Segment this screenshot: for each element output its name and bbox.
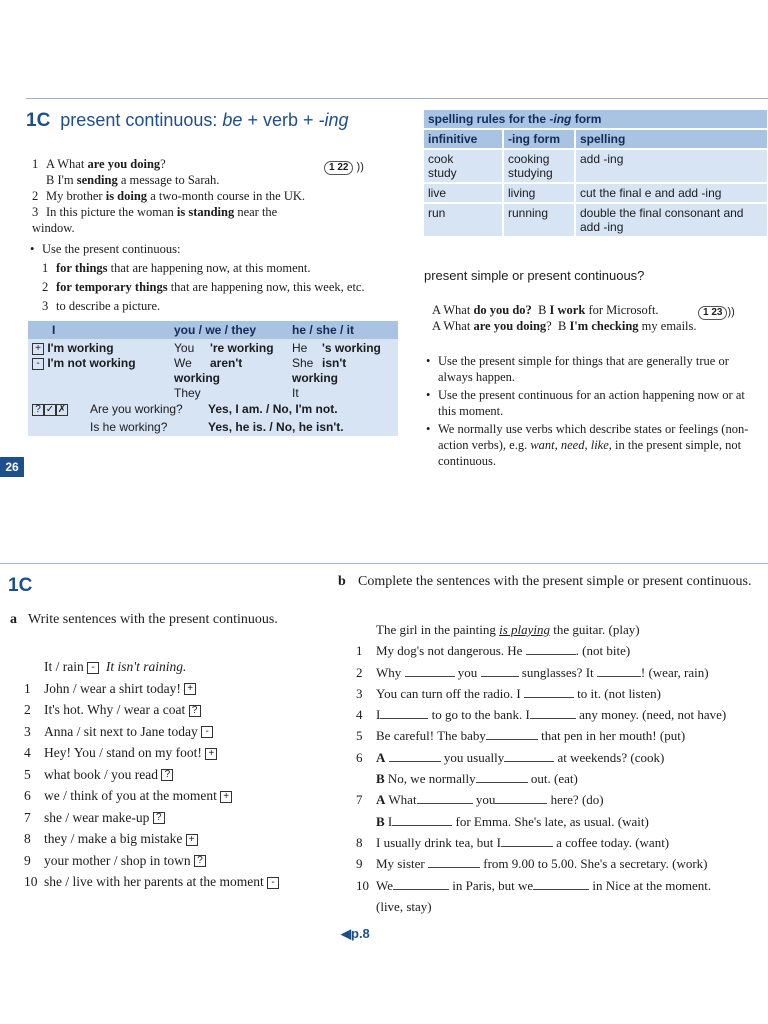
page-number: 26 [0, 457, 24, 477]
exercise-a-item: 8 they / make a big mistake + [24, 828, 324, 850]
ps-rules [424, 353, 764, 469]
example-1a: 1 A What are you doing? [32, 157, 166, 171]
section-code: 1C [26, 110, 51, 131]
ps-title: present simple or present continuous? [424, 268, 645, 283]
answer-blank[interactable] [597, 665, 641, 677]
answer-blank[interactable] [530, 707, 576, 719]
usage-notes [28, 241, 398, 314]
spelling-row: live living cut the final e and add -ing [424, 183, 767, 203]
header-infinitive: infinitive [424, 129, 503, 149]
exercise-b-item-6: 6 A you usually at weekends? (cook) [356, 749, 665, 765]
exercise-a-item: 5 what book / you read ? [24, 764, 324, 786]
exercise-a-item: 7 she / wear make-up ? [24, 807, 324, 829]
header-spelling: spelling [575, 129, 767, 149]
exercise-b-item-5: 5 Be careful! The baby that pen in her mouth! (put) [356, 728, 686, 744]
exercise-b-instruction: b Complete the sentences with the present simple or present continuous. [338, 574, 752, 589]
exercise-b-item-2: 2 Why you sunglasses? It ! (wear, rain) [356, 664, 709, 680]
section-code-bottom: 1C [8, 575, 33, 596]
ps-example-2: A What are you doing? B I'm checking my emails. [432, 319, 697, 333]
answer-blank[interactable] [533, 878, 589, 890]
ps-example-1: A What do you do? B I work for Microsoft. [432, 303, 659, 317]
example-3: 3 In this picture the woman is standing near the window. [32, 205, 278, 235]
grammar-heading [26, 110, 349, 132]
question-sign-icon: ? [32, 404, 44, 416]
exercise-b-item-3: 3 You can turn off the radio. I to it. (not listen) [356, 685, 661, 701]
plus-sign-icon: + [186, 834, 198, 846]
answer-blank[interactable] [392, 814, 452, 826]
spelling-rules-table [424, 110, 767, 236]
arrow-icon: ◀ [341, 926, 351, 941]
answer-blank[interactable] [389, 750, 441, 762]
answer-blank[interactable] [428, 856, 480, 868]
ps-rule-3: • We normally use verbs which describe states or feelings (non-action verbs), e.g. want, need, like, in the present simple, not continuous. [424, 421, 764, 469]
ps-rule-1: • Use the present simple for things that are generally true or always happen. [424, 353, 764, 385]
exercise-a-item: 6 we / think of you at the moment + [24, 785, 324, 807]
ps-rule-2: • Use the present continuous for an action happening now or at this moment. [424, 387, 764, 419]
question-table [28, 400, 398, 436]
usage-1: 1 for things that are happening now, at this moment. [42, 261, 311, 275]
answer-blank[interactable] [501, 835, 553, 847]
answer-blank[interactable] [476, 771, 528, 783]
minus-sign-icon: - [201, 726, 213, 738]
exercise-b-item-9: 9 My sister from 9.00 to 5.00. She's a secretary. (work) [356, 856, 708, 872]
answer-blank[interactable] [481, 665, 519, 677]
plus-sign-icon: + [205, 748, 217, 760]
col-you-we-they: you / we / they [170, 321, 288, 339]
page-reference[interactable]: ◀p.8 [341, 926, 370, 941]
exercise-b-item-1: 1 My dog's not dangerous. He . (not bite) [356, 643, 631, 659]
exercise-a-instruction: a Write sentences with the present continuous. [10, 612, 278, 627]
usage-intro: • Use the present continuous: [28, 241, 398, 257]
question-sign-icon: ? [194, 855, 206, 867]
question-1: Are you working? [86, 400, 204, 418]
exercise-a-item: 3 Anna / sit next to Jane today - [24, 721, 324, 743]
question-sign-icon: ? [161, 769, 173, 781]
header-ing-form: -ing form [503, 129, 575, 149]
section-title: present continuous: be + verb + -ing [60, 110, 349, 130]
minus-sign-icon: - [87, 662, 99, 674]
answer-blank[interactable] [405, 665, 455, 677]
cross-icon: ✗ [57, 403, 67, 415]
exercise-b-item-8: 8 I usually drink tea, but I a coffee today. (want) [356, 834, 670, 850]
answer-blank[interactable] [393, 878, 449, 890]
answer-blank[interactable] [380, 707, 428, 719]
cell-i: + I'm working - I'm not working [28, 339, 170, 403]
answer-blank[interactable] [504, 750, 554, 762]
spelling-row: cook study cooking studying add -ing [424, 149, 767, 183]
minus-sign-icon: - [32, 358, 44, 370]
exercise-b-item-10b: (live, stay) [376, 898, 432, 914]
exercise-a-example: It / rain - It isn't raining. [44, 659, 187, 674]
exercise-b-item-6b: B No, we normally out. (eat) [376, 771, 578, 787]
exercise-a-items [24, 656, 324, 893]
example-2: 2 My brother is doing a two-month course in the UK. [32, 189, 306, 203]
answer-2: Yes, he is. / No, he isn't. [204, 418, 398, 436]
exercise-b-example: The girl in the painting is playing the guitar. (play) [376, 622, 640, 637]
col-i: I [28, 321, 170, 339]
question-sign-icon: ? [153, 812, 165, 824]
exercise-a-item: 2 It's hot. Why / wear a coat ? [24, 699, 324, 721]
example-1b: B I'm sending a message to Sarah. [46, 173, 220, 187]
exercise-a-item: 9 your mother / shop in town ? [24, 850, 324, 872]
usage-3: 3 to describe a picture. [42, 299, 161, 313]
spelling-row: run running double the final consonant and add -ing [424, 203, 767, 236]
answer-blank[interactable] [524, 686, 574, 698]
tick-icon: ✓ [45, 403, 55, 415]
exercise-a-item: 1 John / wear a shirt today! + [24, 678, 324, 700]
conjugation-table [28, 321, 398, 403]
answer-blank[interactable] [495, 792, 547, 804]
plus-sign-icon: + [220, 791, 232, 803]
answer-1: Yes, I am. / No, I'm not. [204, 400, 398, 418]
exercise-a-item: 4 Hey! You / stand on my foot! + [24, 742, 324, 764]
audio-track-badge-2[interactable]: 1 23 )) [698, 302, 735, 320]
audio-track-badge[interactable]: 1 22 )) [324, 157, 364, 175]
bottom-rule [0, 563, 768, 564]
exercise-b-items [356, 619, 766, 917]
answer-blank[interactable] [417, 792, 473, 804]
exercise-b-item-4: 4 I to go to the bank. I any money. (need, not have) [356, 707, 727, 723]
top-rule [26, 98, 768, 99]
minus-sign-icon: - [267, 877, 279, 889]
grammar-examples [32, 156, 322, 236]
exercise-b-item-10: 10 We in Paris, but we in Nice at the moment. [356, 877, 712, 893]
exercise-a-item: 10 she / live with her parents at the moment - [24, 871, 324, 893]
question-sign-icon: ? [189, 705, 201, 717]
question-2: Is he working? [86, 418, 204, 436]
plus-sign-icon: + [32, 343, 44, 355]
cell-you-we-they: You 're working We aren't working They [170, 339, 288, 403]
answer-blank[interactable] [486, 728, 538, 740]
exercise-b-item-7: 7 A What you here? (do) [356, 792, 604, 808]
exercise-b-item-7b: B I for Emma. She's late, as usual. (wait) [376, 813, 649, 829]
plus-sign-icon: + [184, 683, 196, 695]
usage-2: 2 for temporary things that are happening now, this week, etc. [42, 280, 365, 294]
spelling-table-title: spelling rules for the -ing form [424, 110, 767, 129]
answer-blank[interactable] [526, 643, 576, 655]
cell-he-she-it: He 's working She isn't working It [288, 339, 398, 403]
question-signs [28, 400, 86, 418]
col-he-she-it: he / she / it [288, 321, 398, 339]
